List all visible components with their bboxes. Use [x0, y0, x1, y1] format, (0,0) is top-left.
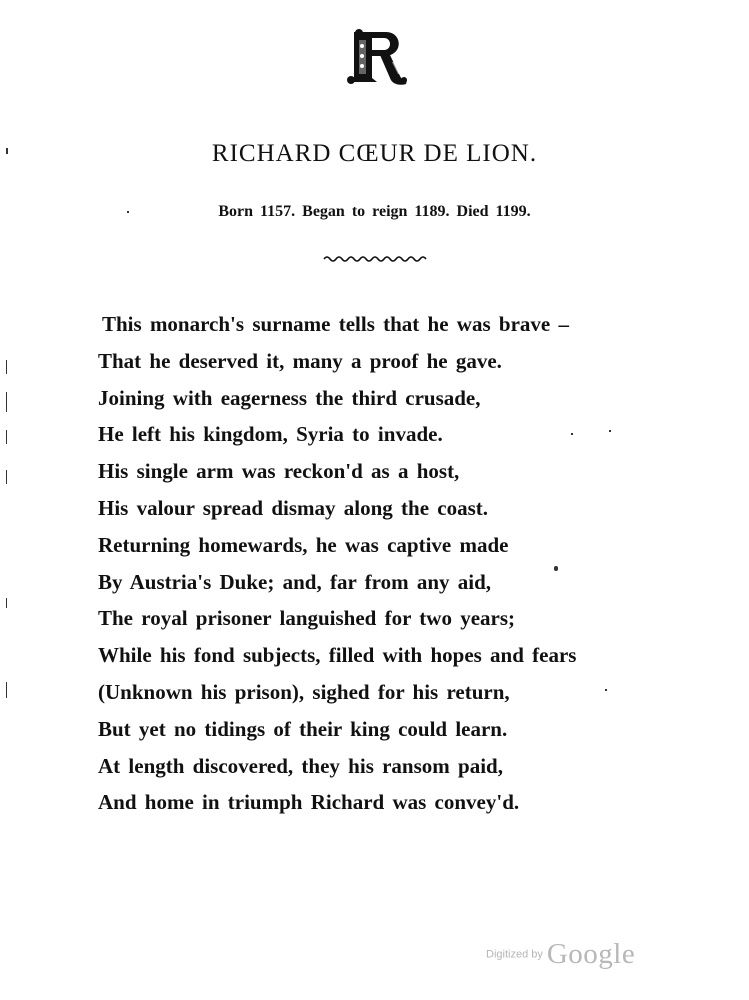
scan-speck [6, 598, 7, 608]
page-title: RICHARD CŒUR DE LION. [211, 140, 538, 167]
scan-speck [6, 360, 7, 374]
scan-speck [127, 211, 129, 213]
poem [92, 306, 652, 821]
poem-line: Joining with eagerness the third crusade, [98, 385, 481, 410]
scan-speck [554, 566, 558, 571]
ornamental-rule [322, 254, 430, 262]
scan-speck [609, 430, 611, 432]
scan-speck [6, 470, 7, 484]
poem-line: His valour spread dismay along the coast. [98, 495, 489, 520]
poem-line: This monarch's surname tells that he was brave – [102, 312, 569, 336]
page-subtitle: Born 1157. Began to reign 1189. Died 1199. [218, 203, 531, 220]
scan-speck [6, 148, 8, 154]
poem-line: But yet no tidings of their king could learn. [98, 716, 508, 741]
scan-speck [6, 430, 7, 444]
scan-speck [6, 682, 7, 698]
scan-speck [571, 433, 573, 435]
watermark-prefix: Digitized by [486, 948, 543, 961]
ornamental-initial-r-icon [346, 28, 408, 86]
poem-line: And home in triumph Richard was convey'd. [98, 790, 520, 815]
digitized-watermark [486, 938, 646, 978]
scan-speck [605, 689, 607, 691]
scan-speck [6, 392, 7, 412]
poem-line: By Austria's Duke; and, far from any aid, [98, 569, 492, 594]
poem-line: His single arm was reckon'd as a host, [98, 459, 460, 484]
watermark-brand: Google [546, 938, 636, 970]
poem-line: At length discovered, they his ransom paid, [98, 753, 503, 778]
poem-line: The royal prisoner languished for two years; [98, 606, 516, 631]
poem-line: He left his kingdom, Syria to invade. [98, 422, 443, 447]
poem-line: That he deserved it, many a proof he gave. [98, 348, 502, 373]
poem-line: (Unknown his prison), sighed for his return, [98, 679, 510, 704]
poem-line: While his fond subjects, filled with hopes and fears [98, 643, 577, 668]
poem-line: Returning homewards, he was captive made [98, 532, 509, 557]
